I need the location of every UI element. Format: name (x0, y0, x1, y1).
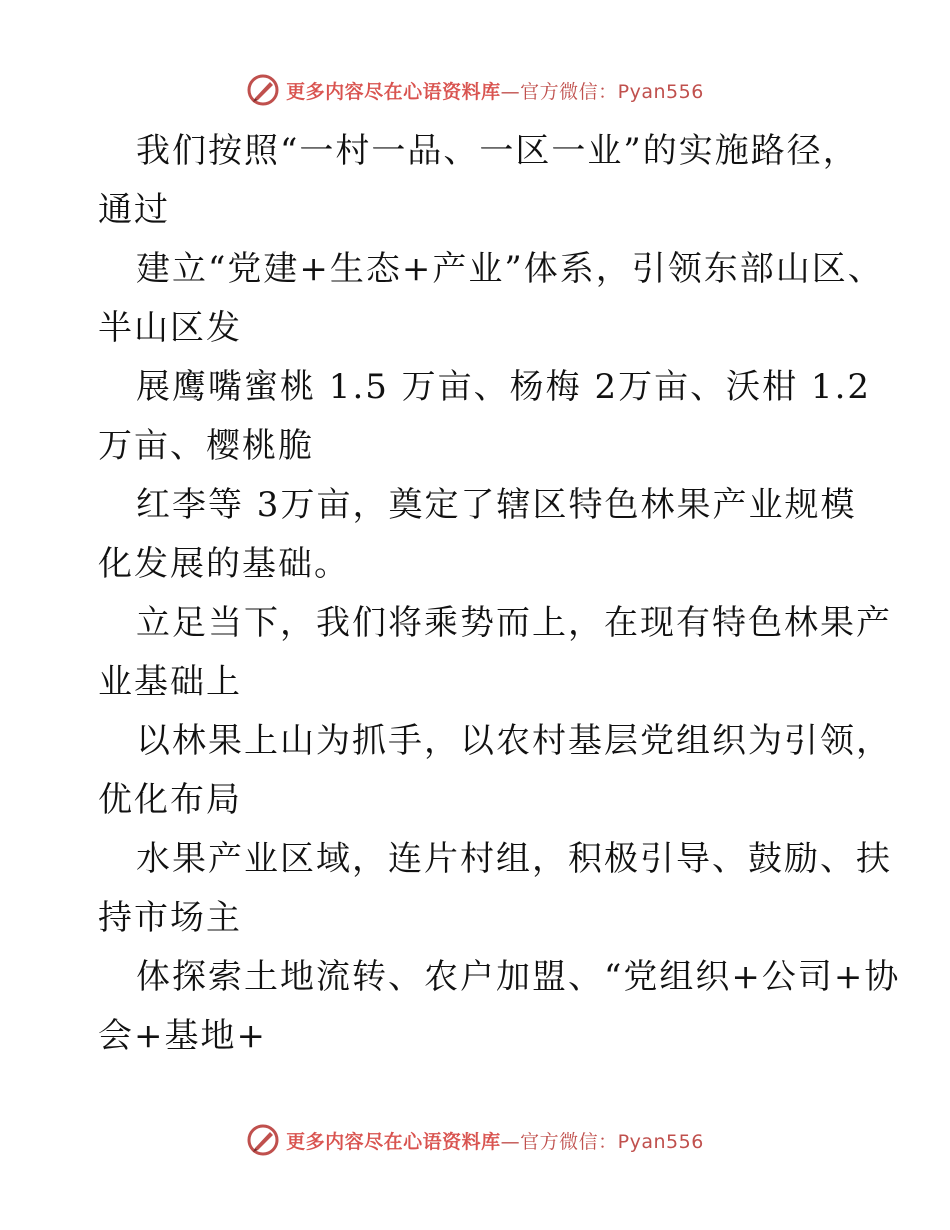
text-line: 展鹰嘴蜜桃 1.5 万亩、杨梅 2万亩、沃柑 1.2 (136, 367, 872, 407)
text-line: 持市场主 (98, 898, 242, 938)
header-banner-site: 更多内容尽在心语资料库 (286, 80, 501, 103)
footer-banner-site: 更多内容尽在心语资料库 (286, 1130, 501, 1153)
text-line: 半山区发 (98, 308, 242, 348)
quill-pen-logo-icon (246, 73, 280, 107)
footer-banner (0, 1120, 950, 1160)
text-line: 立足当下，我们将乘势而上，在现有特色林果产 (136, 603, 892, 643)
text-line: 会+基地+ (98, 1016, 267, 1056)
footer-banner-wechat: 官方微信：Pyan556 (520, 1130, 704, 1153)
header-banner-separator: — (500, 80, 521, 103)
footer-banner-separator: — (500, 1130, 521, 1153)
text-line: 以林果上山为抓手，以农村基层党组织为引领， (136, 721, 892, 761)
text-line: 化发展的基础。 (98, 544, 350, 584)
text-line: 红李等 3万亩，奠定了辖区特色林果产业规模 (136, 485, 857, 525)
text-line: 建立“党建+生态+产业”体系，引领东部山区、 (136, 249, 884, 289)
text-line: 通过 (98, 190, 170, 230)
quill-pen-logo-icon (246, 1123, 280, 1157)
text-line: 水果产业区域，连片村组，积极引导、鼓励、扶 (136, 839, 892, 879)
header-banner-text (286, 77, 704, 104)
document-body (98, 122, 901, 1066)
text-line: 体探索土地流转、农户加盟、“党组织+公司+协 (136, 957, 901, 997)
footer-banner-text (286, 1127, 704, 1154)
text-line: 我们按照“一村一品、一区一业”的实施路径， (136, 131, 859, 171)
text-line: 万亩、樱桃脆 (98, 426, 314, 466)
text-line: 优化布局 (98, 780, 242, 820)
header-banner-wechat: 官方微信：Pyan556 (520, 80, 704, 103)
text-line: 业基础上 (98, 662, 242, 702)
header-banner (0, 70, 950, 110)
